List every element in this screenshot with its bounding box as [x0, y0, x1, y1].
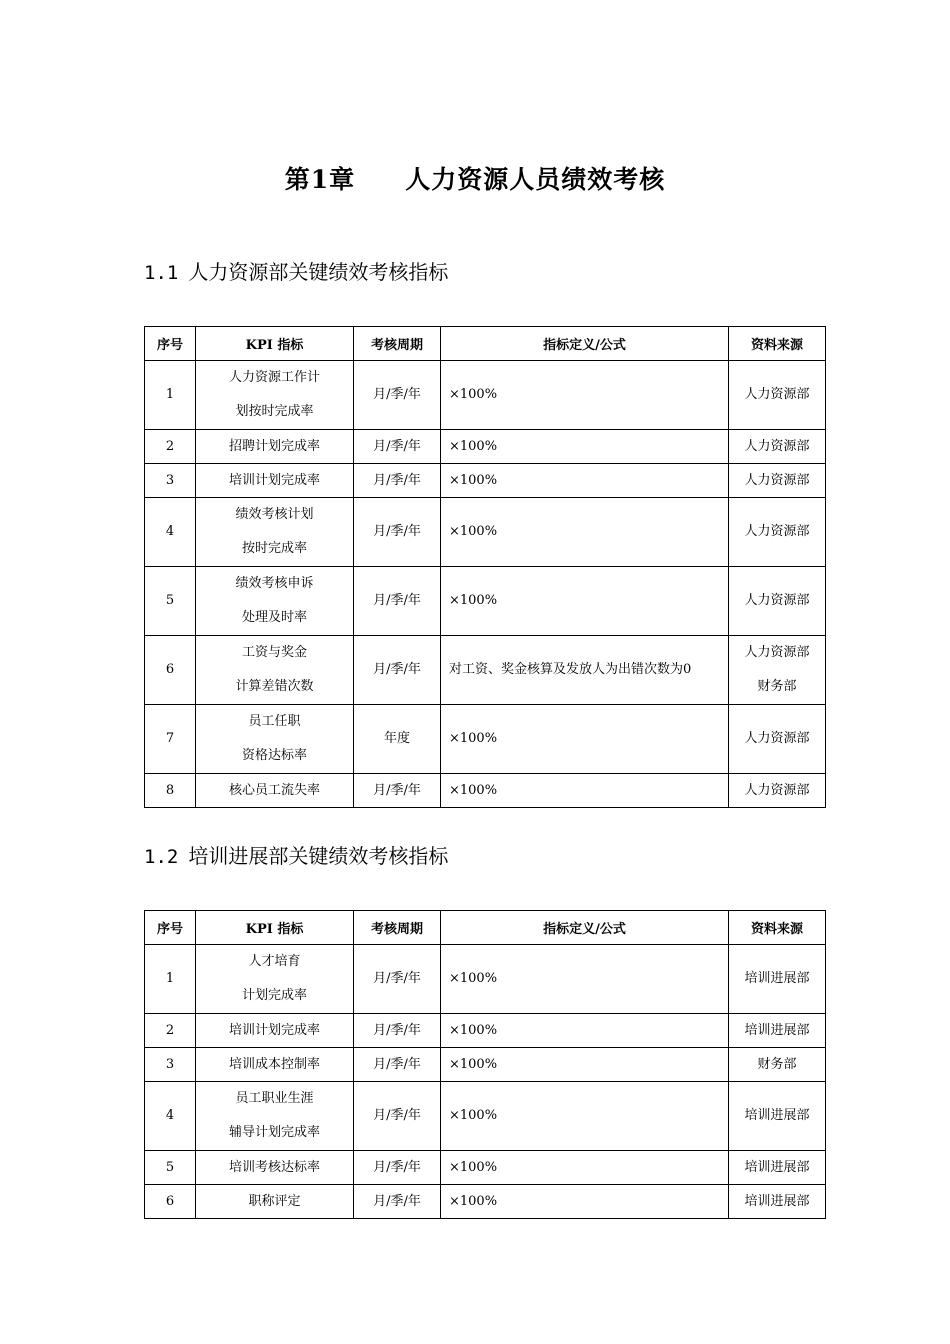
row-number: 5: [145, 567, 196, 636]
hr-kpi-table: [144, 326, 826, 808]
chapter-heading: [0, 160, 950, 196]
kpi-name: [196, 430, 354, 464]
table-row: [145, 774, 826, 808]
section-number: 1.1: [144, 262, 179, 284]
data-source-line: 人力资源部: [744, 645, 810, 660]
review-period: 月/季/年: [354, 945, 441, 1014]
data-source: [729, 430, 826, 464]
kpi-name: [196, 361, 354, 430]
kpi-name: [196, 464, 354, 498]
header-definition: 指标定义/公式: [441, 911, 729, 945]
section-heading-1-1: [144, 256, 448, 285]
row-number: 6: [145, 636, 196, 705]
table-row: [145, 1082, 826, 1151]
row-number: 2: [145, 430, 196, 464]
kpi-name-line: 培训计划完成率: [228, 1022, 320, 1038]
kpi-name-line: 计划完成率: [241, 988, 307, 1003]
kpi-name-line: 职称评定: [248, 1193, 301, 1209]
row-number: 1: [145, 361, 196, 430]
kpi-name-line: 人才培育: [248, 954, 301, 969]
kpi-name-line: 员工职业生涯: [235, 1091, 314, 1106]
kpi-name: [196, 636, 354, 705]
chapter-label: 第1章: [284, 165, 356, 194]
kpi-definition: ×100%: [441, 361, 729, 430]
data-source: [729, 498, 826, 567]
kpi-definition: ×100%: [441, 1185, 729, 1219]
kpi-definition: ×100%: [441, 1048, 729, 1082]
kpi-name-line: 划按时完成率: [235, 404, 314, 419]
kpi-name-line: 处理及时率: [241, 610, 307, 625]
data-source-line: 人力资源部: [744, 782, 810, 798]
table-row: [145, 498, 826, 567]
data-source-line: 培训进展部: [744, 971, 810, 986]
review-period: 月/季/年: [354, 1185, 441, 1219]
table-header-row: [145, 327, 826, 361]
kpi-name-line: 培训成本控制率: [228, 1056, 320, 1072]
table-row: [145, 430, 826, 464]
table-header-row: [145, 911, 826, 945]
kpi-name: [196, 498, 354, 567]
kpi-definition: ×100%: [441, 774, 729, 808]
kpi-name-line: 员工任职: [248, 714, 301, 729]
review-period: 年度: [354, 705, 441, 774]
kpi-definition: ×100%: [441, 1151, 729, 1185]
data-source-line: 培训进展部: [744, 1193, 810, 1209]
kpi-definition: ×100%: [441, 464, 729, 498]
row-number: 5: [145, 1151, 196, 1185]
header-period: 考核周期: [354, 327, 441, 361]
data-source-line: 财务部: [757, 679, 797, 694]
review-period: 月/季/年: [354, 361, 441, 430]
kpi-name: [196, 1048, 354, 1082]
review-period: 月/季/年: [354, 430, 441, 464]
kpi-name-line: 计算差错次数: [235, 679, 314, 694]
review-period: 月/季/年: [354, 567, 441, 636]
kpi-name-line: 工资与奖金: [241, 645, 307, 660]
table-row: [145, 361, 826, 430]
kpi-name: [196, 1082, 354, 1151]
kpi-definition: ×100%: [441, 1082, 729, 1151]
header-definition: 指标定义/公式: [441, 327, 729, 361]
kpi-name: [196, 1014, 354, 1048]
row-number: 4: [145, 498, 196, 567]
training-kpi-table: [144, 910, 826, 1219]
data-source-line: 人力资源部: [744, 472, 810, 488]
data-source: [729, 636, 826, 705]
kpi-definition: ×100%: [441, 498, 729, 567]
table-row: [145, 636, 826, 705]
kpi-name: [196, 1185, 354, 1219]
kpi-name-line: 辅导计划完成率: [228, 1125, 320, 1140]
kpi-definition: ×100%: [441, 705, 729, 774]
row-number: 6: [145, 1185, 196, 1219]
data-source: [729, 1185, 826, 1219]
section-title: 人力资源部关键绩效考核指标: [188, 260, 449, 284]
kpi-name: [196, 774, 354, 808]
kpi-name-line: 核心员工流失率: [228, 782, 320, 798]
kpi-name: [196, 567, 354, 636]
kpi-name-line: 培训计划完成率: [228, 472, 320, 488]
review-period: 月/季/年: [354, 636, 441, 705]
kpi-name-line: 培训考核达标率: [228, 1159, 320, 1175]
kpi-name-line: 绩效考核计划: [235, 507, 314, 522]
kpi-definition: ×100%: [441, 567, 729, 636]
kpi-definition: ×100%: [441, 945, 729, 1014]
chapter-title: 人力资源人员绩效考核: [405, 165, 666, 194]
section-title: 培训进展部关键绩效考核指标: [188, 844, 449, 868]
table-row: [145, 945, 826, 1014]
table-row: [145, 1048, 826, 1082]
data-source-line: 人力资源部: [744, 524, 810, 539]
data-source: [729, 1014, 826, 1048]
section-heading-1-2: [144, 840, 448, 869]
review-period: 月/季/年: [354, 1082, 441, 1151]
header-period: 考核周期: [354, 911, 441, 945]
data-source-line: 财务部: [757, 1056, 797, 1072]
data-source-line: 人力资源部: [744, 387, 810, 402]
header-source: 资料来源: [729, 327, 826, 361]
header-kpi: KPI 指标: [196, 327, 354, 361]
data-source-line: 培训进展部: [744, 1022, 810, 1038]
kpi-name-line: 招聘计划完成率: [228, 438, 320, 454]
header-no: 序号: [145, 327, 196, 361]
header-no: 序号: [145, 911, 196, 945]
kpi-definition: ×100%: [441, 1014, 729, 1048]
data-source: [729, 945, 826, 1014]
data-source: [729, 774, 826, 808]
kpi-name: [196, 1151, 354, 1185]
table-row: [145, 1151, 826, 1185]
row-number: 7: [145, 705, 196, 774]
kpi-name-line: 资格达标率: [241, 748, 307, 763]
data-source-line: 培训进展部: [744, 1108, 810, 1123]
table-row: [145, 464, 826, 498]
kpi-name-line: 按时完成率: [241, 541, 307, 556]
table-row: [145, 567, 826, 636]
review-period: 月/季/年: [354, 1014, 441, 1048]
review-period: 月/季/年: [354, 774, 441, 808]
header-kpi: KPI 指标: [196, 911, 354, 945]
data-source: [729, 705, 826, 774]
row-number: 8: [145, 774, 196, 808]
data-source: [729, 1048, 826, 1082]
kpi-name-line: 人力资源工作计: [228, 370, 320, 385]
data-source: [729, 1151, 826, 1185]
data-source: [729, 361, 826, 430]
data-source: [729, 464, 826, 498]
review-period: 月/季/年: [354, 464, 441, 498]
row-number: 1: [145, 945, 196, 1014]
review-period: 月/季/年: [354, 1151, 441, 1185]
data-source-line: 培训进展部: [744, 1159, 810, 1175]
section-number: 1.2: [144, 846, 179, 868]
kpi-name: [196, 945, 354, 1014]
kpi-definition: 对工资、奖金核算及发放人为出错次数为0: [441, 636, 729, 705]
review-period: 月/季/年: [354, 1048, 441, 1082]
data-source-line: 人力资源部: [744, 438, 810, 454]
kpi-definition: ×100%: [441, 430, 729, 464]
data-source-line: 人力资源部: [744, 731, 810, 746]
review-period: 月/季/年: [354, 498, 441, 567]
data-source: [729, 1082, 826, 1151]
kpi-name: [196, 705, 354, 774]
data-source-line: 人力资源部: [744, 593, 810, 608]
table-row: [145, 1185, 826, 1219]
table-row: [145, 705, 826, 774]
row-number: 3: [145, 1048, 196, 1082]
row-number: 4: [145, 1082, 196, 1151]
data-source: [729, 567, 826, 636]
row-number: 2: [145, 1014, 196, 1048]
row-number: 3: [145, 464, 196, 498]
header-source: 资料来源: [729, 911, 826, 945]
kpi-name-line: 绩效考核申诉: [235, 576, 314, 591]
table-row: [145, 1014, 826, 1048]
